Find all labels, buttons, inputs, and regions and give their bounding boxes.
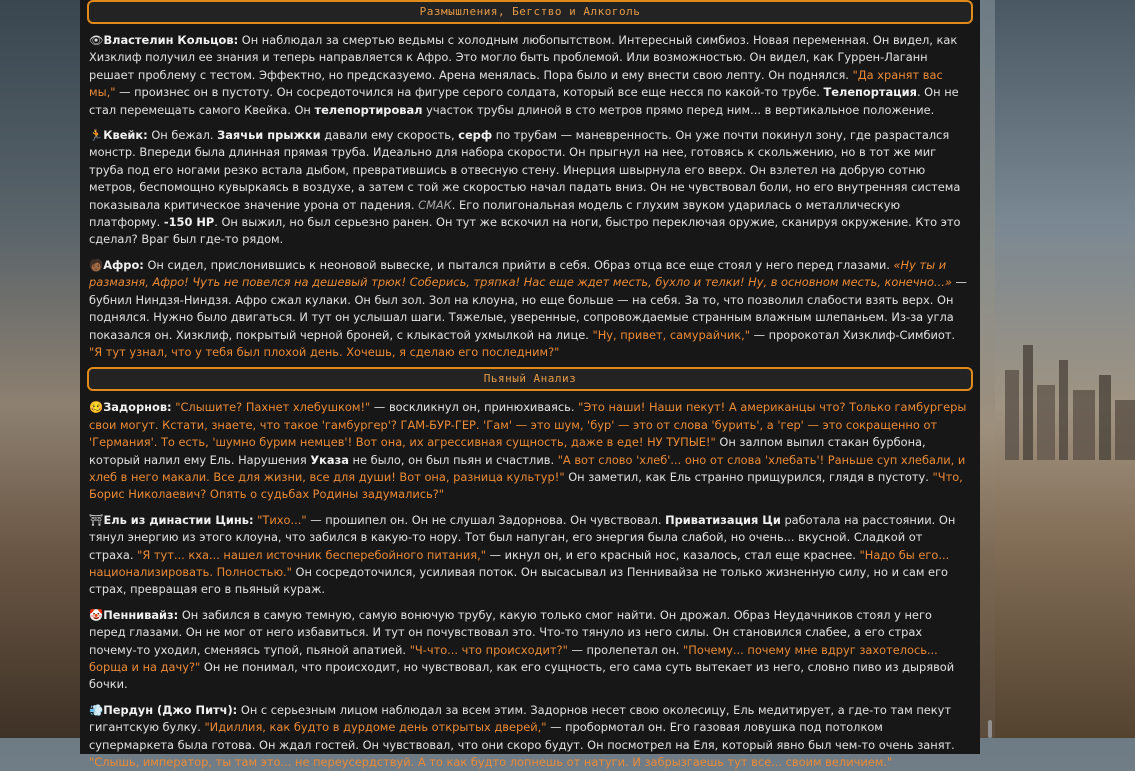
background-left: [0, 0, 80, 738]
dialogue-quote: "Я тут... кха... нашел источник бесперебойного питания,": [137, 547, 486, 562]
post-text: — пробормотал он. Его газовая ловушка под потолком супермаркета была готова. Он ждал гостей. Он чувствовал, что они скоро будут. Он посмотрел на Еля, который явно был чем-то очень занят.: [89, 720, 955, 752]
post-text: давали ему скорость,: [320, 128, 459, 143]
dialogue-quote: "Идиллия, как будто в дурдоме день открытых дверей,": [204, 720, 547, 735]
shrine-gate-emoji-icon: ⛩: [89, 512, 104, 527]
post-text: Он заметил, как Ель странно прищурился, глядя в пустоту.: [564, 469, 933, 484]
post-el: [89, 512, 969, 599]
character-name: Квейк:: [103, 128, 148, 143]
ability-name: Приватизация Ци: [665, 512, 781, 527]
post-text: работала на расстоянии. Он тянул энергию из этого клоуна, что забился в какую-то нору. Тот был напуган, его энергия была слабой, но очень... вкусной. Сладкой от страха.: [89, 512, 956, 562]
post-text: — икнул он, и его красный нос, казалось, стал еще краснее.: [485, 547, 860, 562]
post-text: — произнес он в пустоту. Он сосредоточился на фигуре серого солдата, который все еще несся по какой-то трубе.: [115, 85, 824, 100]
post-text: — бубнил Ниндзя-Ниндзя. Афро сжал кулаки. Он был зол. Зол на клоуна, но еще больше — на себя. За то, что позволил слабости взять верх. Он поднялся. Нужно было двигаться. И тут он услышал шаги. Тяжелые, уверенные, сопровождаемые странным влажным шлепаньем. Из-за угла показался он. Хизклиф, покрытый черной броней, с клыкастой ухмылкой на лице.: [89, 275, 967, 342]
dialogue-quote: "Это наши! Наши пекут! А американцы что? Только гамбургеры свои могут. Кстати, знаете, что такое 'гамбургер'? ГАМ-БУР-ГЕР. 'Гам' — это шум, 'бур' — это от слова 'бурить', а 'гер' — это сокращенно от 'Германия'. То есть, 'шумно бурим немцев'! Вот она, их агрессивная сущность, даже в еде! НУ ТУПЫЕ!": [89, 400, 967, 450]
dialogue-quote: "Слышите? Пахнет хлебушком!": [175, 400, 371, 415]
scrollbar-thumb[interactable]: [988, 720, 992, 738]
post-vlastelin: [89, 32, 969, 119]
post-text: Он бежал.: [147, 128, 218, 143]
runner-emoji-icon: 🏃: [89, 128, 104, 143]
dialogue-quote: "Ч-что... что происходит?": [409, 642, 568, 657]
post-text: не было, он был пьян и счастлив.: [348, 452, 558, 467]
eye-emoji-icon: 👁: [89, 33, 104, 47]
dialogue-quote: «Ну ты и размазня, Афро! Чуть не повелся на дешевый трюк! Соберись, тряпка! Нас еще ждет месть, бухло и телки! Ну, в основном месть, конечно...»: [89, 257, 952, 290]
post-text: Он не понимал, что происходит, но чувствовал, как его сущность, его сама суть вытекает из него, словно пиво из дырявой бочки.: [89, 660, 955, 692]
term-bold: Указа: [310, 452, 349, 467]
post-text: по трубам — маневренность. Он уже почти покинул зону, где разрастался монстр. Впереди была длинная прямая труба. Идеально для набора скорости. Он прыгнул на нее, готовясь к скольжению, но в тот же миг труба под его ногами резко встала дыбом, превратившись в отвесную стену. Инерция швырнула его вверх. Он взлетел на добрую сотню метров, беспомощно кувыркаясь в воздухе, а затем с той же скоростью начал падать вниз. Он не чувствовал боли, но его внутренняя система показывала критическое значение урона от падения.: [89, 128, 961, 212]
post-text: — воскликнул он, принюхиваясь.: [370, 400, 579, 415]
post-quake: [89, 127, 969, 249]
background-right: [995, 0, 1135, 738]
dialogue-quote: "Почему... почему мне вдруг захотелось... борща и на дачу?": [89, 642, 938, 674]
ability-name: серф: [458, 128, 493, 143]
post-text: — прошипел он. Он не слушал Задорнова. Он чувствовал.: [306, 512, 666, 527]
section-header-reflections: Размышления, Бегство и Алкоголь: [87, 0, 973, 24]
sound-effect: СМАК: [418, 197, 452, 212]
dash-emoji-icon: 💨: [89, 702, 104, 717]
damage-value: -150 HP: [163, 215, 215, 230]
dialogue-quote: "Надо бы его... национализировать. Полностью.": [89, 547, 950, 579]
dialogue-quote: "Ну, привет, самурайчик,": [592, 327, 750, 342]
post-text: . Он не стал перемещать самого Квейка. Он: [89, 85, 959, 117]
post-text: участок трубы длиной в сто метров прямо перед ним... в вертикальное положение.: [422, 102, 935, 117]
dialogue-quote: "А вот слово 'хлеб'... оно от слова 'хлебать'! Раньше суп хлебали, и хлеб в него макали. Все для жизни, все для души! Вот она, разница культур!": [89, 452, 966, 484]
post-text: Он наблюдал за смертью ведьмы с холодным любопытством. Интересный симбиоз. Новая переменная. Он видел, как Хизклиф получил ее знания и теперь направляется к Афро. Это могло быть проблемой. Или возможностью. Он видел, как Гуррен-Лаганн решает проблему с тестом. Эффектно, но предсказуемо. Арена менялась. Пора было и ему внести свою лепту. Он поднялся.: [89, 33, 958, 82]
dialogue-quote: "Я тут узнал, что у тебя был плохой день. Хочешь, я сделаю его последним?": [89, 344, 560, 359]
character-name: Ель из династии Цинь:: [103, 512, 254, 527]
character-name: Задорнов:: [103, 400, 172, 415]
post-text: . Он выжил, но был серьезно ранен. Он тут же вскочил на ноги, быстро переключая оружие, сканируя окружение. Кто это сделал? Враг был где-то рядом.: [89, 215, 961, 247]
post-pennywise: [89, 607, 969, 694]
post-text: — пророкотал Хизклиф-Симбиот.: [749, 327, 956, 342]
dialogue-quote: "Слышь, император, ты там это... не переусердствуй. А то как будто лопнешь от натуги. И забрызгаешь тут все... своим величием.": [89, 755, 893, 770]
ruined-towers-illustration: [995, 330, 1135, 460]
clown-face-emoji-icon: 🤡: [89, 607, 104, 622]
dialogue-quote: "Да хранят вас мы,": [89, 67, 943, 100]
chat-panel: [80, 0, 980, 770]
post-text: . Его полигональная модель с глухим звуком ударилась о металлическую платформу.: [89, 197, 901, 230]
post-zadornov: [89, 399, 969, 503]
post-text: Он залпом выпил стакан бурбона, который налил ему Ель. Нарушения: [89, 435, 926, 467]
post-text: — пролепетал он.: [567, 642, 684, 657]
post-afro: [89, 257, 969, 361]
post-text: Он забился в самую темную, самую вонючую трубу, какую только смог найти. Он дрожал. Образ Неудачников стоял у него перед глазами. Он не мог от него избавиться. И тут он почувствовал это. Что-то тянуло из него силы. Он становился слабее, а его страх почему-то уходил, сменяясь тупой, пьяной апатией.: [89, 607, 932, 657]
dialogue-quote: "Что, Борис Николаевич? Опять о судьбах Родины задумались?": [89, 469, 963, 502]
woozy-face-emoji-icon: 🥴: [89, 400, 104, 415]
post-perdun: [89, 702, 969, 771]
character-name: Афро:: [103, 257, 144, 272]
ability-name: Телепортация: [823, 85, 917, 100]
ability-name: Заячьи прыжки: [217, 128, 321, 143]
character-name: Пердун (Джо Питч):: [103, 702, 238, 717]
post-text: Он с серьезным лицом наблюдал за всем этим. Задорнов несет свою околесицу, Ель медитирует, а где-то там пекут гигантскую булку.: [89, 702, 952, 735]
post-text: Он сосредоточился, усиливая поток. Он высасывал из Пеннивайза не только жизненную силу, но и сам его страх, превращая его в пьяный кураж.: [89, 564, 949, 597]
ability-name: телепортировал: [314, 102, 423, 117]
scrollbar[interactable]: [986, 0, 994, 738]
section-header-drunk-analysis: Пьяный Анализ: [87, 367, 973, 391]
post-text: Он сидел, прислонившись к неоновой вывеске, и пытался прийти в себя. Образ отца все еще стоял у него перед глазами.: [143, 257, 894, 272]
dialogue-quote: "Тихо...": [257, 512, 307, 527]
person-emoji-icon: 🧑🏾: [89, 257, 104, 272]
character-name: Властелин Кольцов:: [103, 33, 239, 47]
character-name: Пеннивайз:: [103, 607, 179, 622]
